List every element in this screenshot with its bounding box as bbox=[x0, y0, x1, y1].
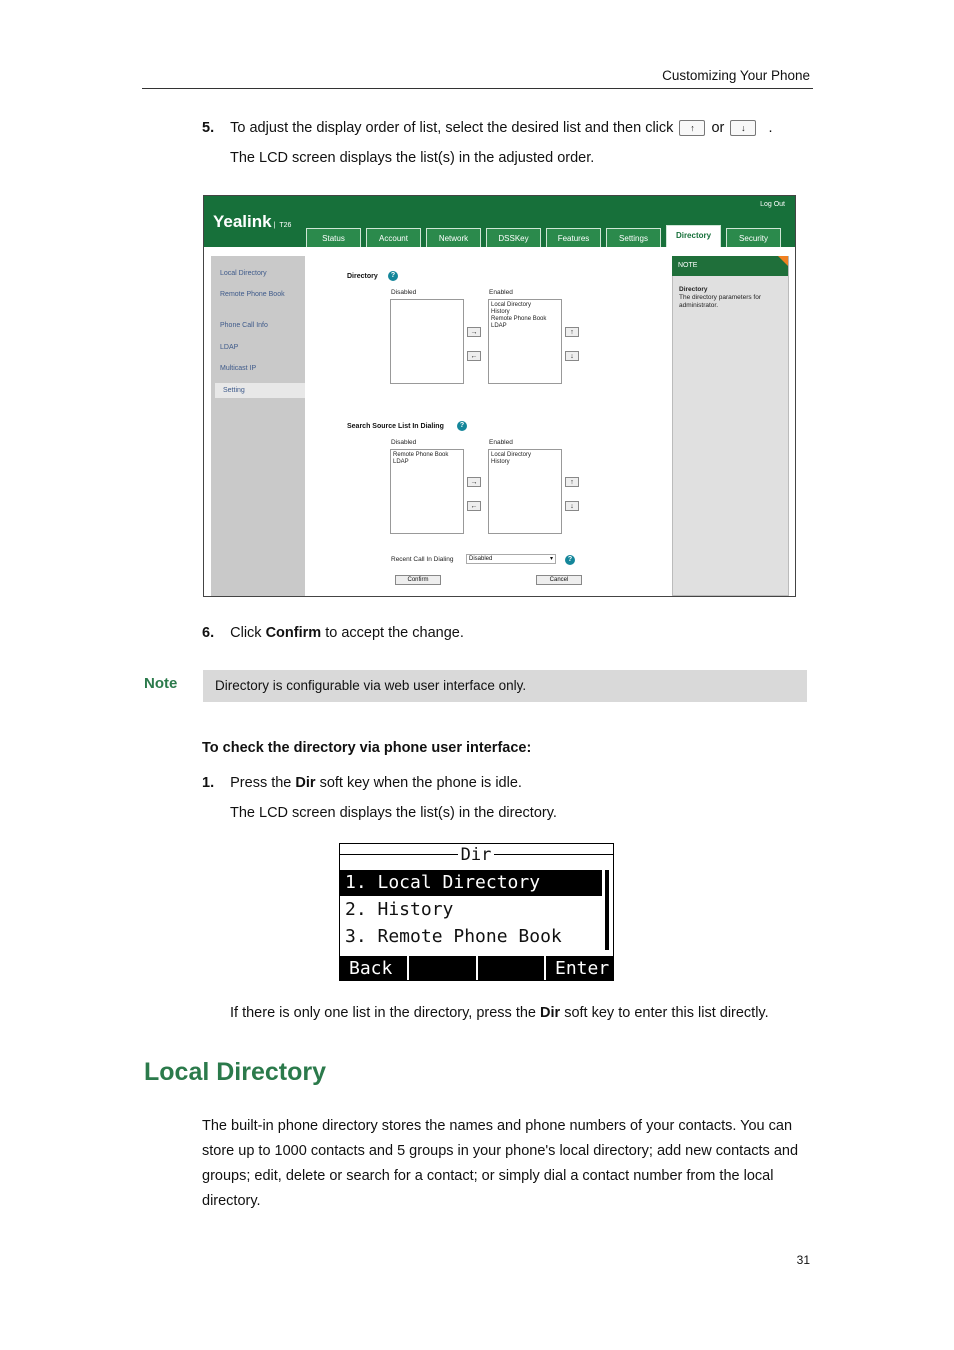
note-title: Directory bbox=[679, 286, 708, 293]
dir-key: Dir bbox=[295, 775, 316, 791]
tab-dsskey[interactable]: DSSKey bbox=[486, 228, 541, 247]
disabled-label: Disabled bbox=[391, 289, 417, 296]
step-1-sub: The LCD screen displays the list(s) in the directory. bbox=[230, 805, 557, 821]
yealink-logo: Yealink | T26 bbox=[213, 212, 292, 231]
list-item[interactable]: Local Directory bbox=[491, 452, 532, 458]
help-icon[interactable]: ? bbox=[457, 421, 467, 431]
move-up-button[interactable]: ↑ bbox=[565, 477, 579, 487]
tab-network[interactable]: Network bbox=[426, 228, 481, 247]
search-disabled-list[interactable] bbox=[390, 449, 464, 534]
help-icon[interactable]: ? bbox=[388, 271, 398, 281]
up-arrow-icon: ↑ bbox=[679, 120, 705, 136]
lcd-title: Dir bbox=[458, 844, 494, 866]
directory-enabled-list[interactable] bbox=[488, 299, 562, 384]
step-6 bbox=[202, 623, 464, 643]
move-left-button[interactable]: ← bbox=[467, 501, 481, 511]
step-text: To adjust the display order of list, select the desired list and then click bbox=[230, 120, 674, 136]
move-left-button[interactable]: ← bbox=[467, 351, 481, 361]
sidebar-item-multicast-ip[interactable]: Multicast IP bbox=[220, 365, 257, 372]
confirm-key: Confirm bbox=[265, 625, 322, 641]
softkey-back[interactable]: Back bbox=[340, 956, 407, 981]
disabled-label: Disabled bbox=[391, 439, 417, 446]
tab-account[interactable]: Account bbox=[366, 228, 421, 247]
dir-key: Dir bbox=[540, 1005, 561, 1021]
recent-call-label: Recent Call In Dialing bbox=[391, 556, 454, 563]
note-text: The directory parameters for administrator. bbox=[679, 294, 762, 309]
move-down-button[interactable]: ↓ bbox=[565, 351, 579, 361]
list-item[interactable]: Local Directory bbox=[491, 302, 532, 308]
step-text: to accept the change. bbox=[325, 625, 464, 641]
or-text: or bbox=[711, 120, 725, 136]
step-number: 1. bbox=[202, 775, 215, 791]
lcd-item[interactable]: 3. Remote Phone Book bbox=[345, 926, 562, 947]
header-rule bbox=[142, 88, 813, 89]
note-bar: Directory is configurable via web user interface only. bbox=[203, 670, 807, 702]
only-one-note bbox=[230, 1003, 769, 1023]
list-item[interactable]: LDAP bbox=[491, 323, 507, 329]
tab-features[interactable]: Features bbox=[546, 228, 601, 247]
step-number: 5. bbox=[202, 120, 215, 136]
enabled-label: Enabled bbox=[489, 439, 513, 446]
move-right-button[interactable]: → bbox=[467, 327, 481, 337]
section-title: Local Directory bbox=[144, 1058, 327, 1086]
sidebar-item-local-directory[interactable]: Local Directory bbox=[220, 270, 267, 277]
step-text: soft key when the phone is idle. bbox=[319, 775, 522, 791]
tab-settings[interactable]: Settings bbox=[606, 228, 661, 247]
help-icon[interactable]: ? bbox=[565, 555, 575, 565]
text: soft key to enter this list directly. bbox=[564, 1005, 769, 1021]
list-item[interactable]: Remote Phone Book bbox=[393, 452, 449, 458]
chevron-down-icon: ▾ bbox=[549, 556, 553, 562]
web-sidebar bbox=[211, 256, 305, 596]
note-corner-icon bbox=[778, 256, 788, 266]
tab-status[interactable]: Status bbox=[306, 228, 361, 247]
sidebar-item-setting[interactable]: Setting bbox=[215, 383, 305, 398]
search-source-label: Search Source List In Dialing bbox=[347, 423, 444, 430]
note-label: Note bbox=[144, 675, 178, 692]
logout-link[interactable]: Log Out bbox=[760, 201, 785, 208]
section-body: The built-in phone directory stores the names and phone numbers of your contacts. You can store up to 1000 contacts and 5 groups in your phone's local directory; add new contacts and groups; edit, delete or search for a contact; or simply dial a contact number from the local directory. bbox=[202, 1118, 799, 1209]
list-item[interactable]: History bbox=[491, 309, 510, 315]
lcd-item[interactable]: 2. History bbox=[345, 899, 454, 920]
recent-call-select[interactable]: Disabled ▾ bbox=[466, 554, 556, 564]
enabled-label: Enabled bbox=[489, 289, 513, 296]
list-item[interactable]: History bbox=[491, 459, 510, 465]
search-enabled-list[interactable] bbox=[488, 449, 562, 534]
sidebar-item-ldap[interactable]: LDAP bbox=[220, 344, 239, 351]
move-down-button[interactable]: ↓ bbox=[565, 501, 579, 511]
lcd-scrollbar bbox=[605, 870, 609, 950]
down-arrow-icon: ↓ bbox=[730, 120, 756, 136]
step-5-sub: The LCD screen displays the list(s) in the adjusted order. bbox=[230, 150, 595, 166]
running-header: Customizing Your Phone bbox=[662, 68, 810, 83]
step-5 bbox=[202, 118, 772, 138]
softkey-empty[interactable] bbox=[409, 956, 476, 981]
softkey-enter[interactable]: Enter bbox=[546, 956, 613, 981]
step-text: Press the bbox=[230, 775, 292, 791]
sidebar-item-phone-call-info[interactable]: Phone Call Info bbox=[220, 322, 268, 329]
procedure-heading: To check the directory via phone user interface: bbox=[202, 740, 532, 756]
lcd-item-selected[interactable]: 1. Local Directory bbox=[340, 870, 602, 896]
sidebar-item-remote-phone-book[interactable]: Remote Phone Book bbox=[220, 291, 285, 298]
page-number: 31 bbox=[796, 1253, 810, 1267]
list-item[interactable]: Remote Phone Book bbox=[491, 316, 547, 322]
text: If there is only one list in the directory, press the bbox=[230, 1005, 536, 1021]
tab-security[interactable]: Security bbox=[726, 228, 781, 247]
tab-directory[interactable]: Directory bbox=[666, 225, 721, 247]
cancel-button[interactable]: Cancel bbox=[536, 575, 582, 585]
step-text: Click bbox=[230, 625, 262, 641]
step-number: 6. bbox=[202, 625, 215, 641]
step-1 bbox=[202, 773, 522, 793]
web-ui-screenshot bbox=[203, 195, 796, 597]
note-header: NOTE bbox=[672, 256, 788, 276]
list-item[interactable]: LDAP bbox=[393, 459, 409, 465]
period: . bbox=[768, 120, 773, 136]
move-right-button[interactable]: → bbox=[467, 477, 481, 487]
softkey-empty[interactable] bbox=[478, 956, 544, 981]
lcd-screen bbox=[339, 843, 614, 981]
confirm-button[interactable]: Confirm bbox=[395, 575, 441, 585]
directory-label: Directory bbox=[347, 273, 378, 280]
directory-disabled-list[interactable] bbox=[390, 299, 464, 384]
move-up-button[interactable]: ↑ bbox=[565, 327, 579, 337]
